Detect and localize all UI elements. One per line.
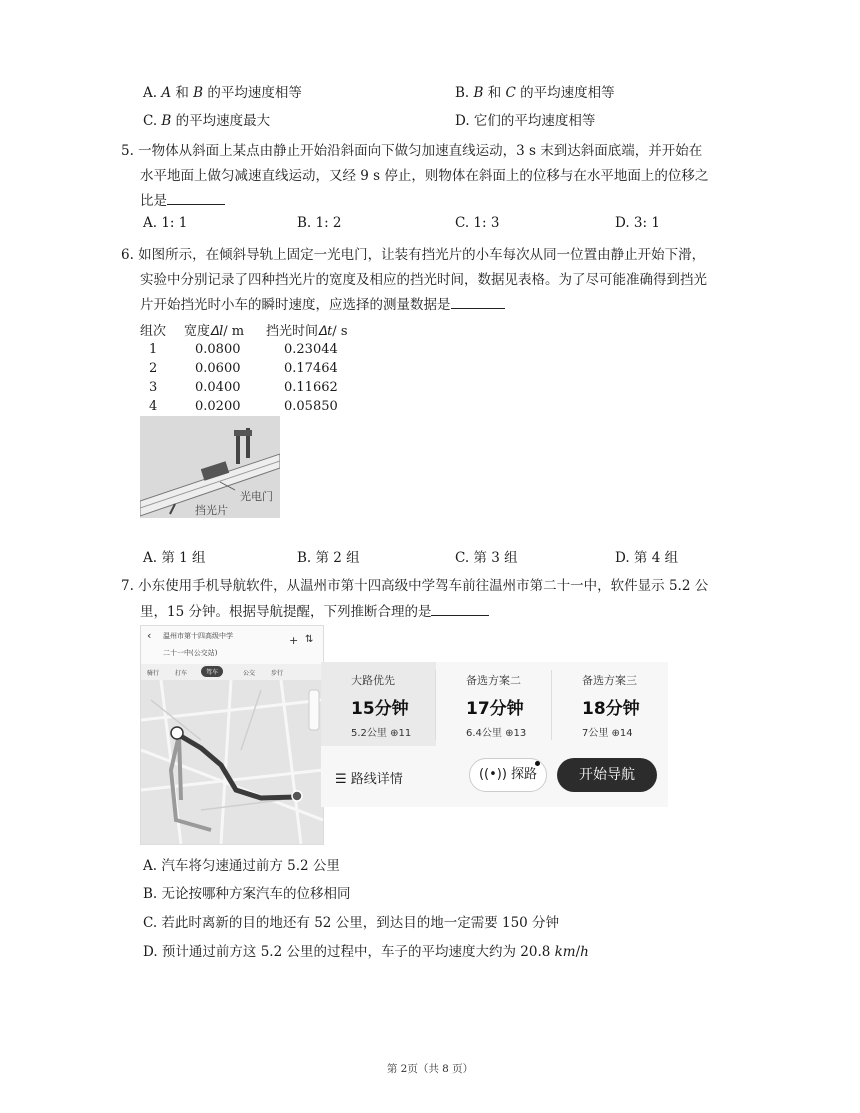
q6-line3: 片开始挡光时小车的瞬时速度，应选择的测量数据是 [140, 293, 505, 313]
q5-line3: 比是 [140, 189, 225, 209]
table-header: 组次 [140, 324, 167, 339]
back-icon[interactable]: ‹ [147, 629, 152, 642]
q7-option-b: B. 无论按哪种方案汽车的位移相同 [143, 886, 351, 902]
route-details-button[interactable]: ☰ 路线详情 [335, 772, 403, 787]
table-header: 宽度𝛥𝑙/ m [184, 324, 245, 339]
table-header: 挡光时间𝛥𝑡/ s [266, 324, 348, 339]
route-option-1[interactable]: 大路优先 15分钟 5.2公里 ⊕11 [321, 662, 436, 746]
notification-dot [535, 761, 540, 766]
table-row: 4 0.0200 0.05850 [149, 398, 338, 414]
table-row: 3 0.0400 0.11662 [149, 379, 338, 395]
photo-label-gate: 光电门 [240, 490, 273, 503]
tab-cycling[interactable]: 骑行 [147, 670, 160, 677]
add-stop-icon[interactable]: + [289, 634, 299, 647]
signal-icon: ((•)) [478, 767, 507, 782]
q4-option-d: D. 它们的平均速度相等 [455, 113, 596, 129]
q6-option-a: A. 第 1 组 [143, 550, 206, 566]
q7-option-c: C. 若此时离新的目的地还有 52 公里，到达目的地一定需要 150 分钟 [143, 915, 560, 931]
tab-taxi[interactable]: 打车 [175, 670, 188, 677]
q5-line2: 水平地面上做匀减速直线运动，又经 9 s 停止，则物体在斜面上的位移与在水平地面上的位移之 [140, 168, 709, 184]
origin-field[interactable]: 温州市第十四高级中学 [163, 632, 233, 640]
page-footer: 第 2页（共 8 页） [386, 1063, 474, 1075]
tab-transit[interactable]: 公交 [243, 670, 256, 677]
photo-label-shutter: 挡光片 [195, 504, 228, 517]
start-navigation-button[interactable]: 开始导航 [557, 758, 657, 792]
tab-walking[interactable]: 步行 [271, 670, 284, 677]
route-input-panel [141, 626, 323, 664]
q5-option-d: D. 3: 1 [615, 215, 660, 231]
route-options-panel [321, 662, 668, 807]
q5-line1: 5. 一物体从斜面上某点由静止开始沿斜面向下做匀加速直线运动，3 s 末到达斜面底端，并开始在 [121, 143, 703, 159]
q7-option-a: A. 汽车将匀速通过前方 5.2 公里 [143, 858, 340, 874]
q4-option-c: C. 𝐵 的平均速度最大 [143, 113, 271, 129]
q6-line2: 实验中分别记录了四种挡光片的宽度及相应的挡光时间，数据见表格。为了尽可能准确得到挡光 [140, 272, 707, 288]
route-option-2[interactable]: 备选方案二 17分钟 6.4公里 ⊕13 [466, 674, 527, 739]
q6-data-table [140, 320, 348, 416]
q6-option-c: C. 第 3 组 [455, 550, 518, 566]
mode-tabs [141, 664, 323, 680]
photogate-photo [140, 416, 280, 518]
destination-field[interactable]: 二十一中(公交站) [163, 649, 218, 657]
q5-option-c: C. 1: 3 [455, 215, 500, 231]
q6-line1: 6. 如图所示，在倾斜导轨上固定一光电门，让装有挡光片的小车每次从同一位置由静止开始下滑， [121, 247, 706, 263]
origin-marker-icon [171, 727, 183, 739]
q7-line2: 里，15 分钟。根据导航提醒，下列推断合理的是 [140, 600, 489, 620]
track-illustration [140, 416, 280, 518]
route-option-3[interactable]: 备选方案三 18分钟 7公里 ⊕14 [582, 674, 640, 739]
navigation-map-screenshot [140, 625, 324, 845]
q7-line1: 7. 小东使用手机导航软件，从温州市第十四高级中学驾车前往温州市第二十一中，软件显示 5.2 公 [121, 578, 709, 594]
q5-option-a: A. 1: 1 [143, 215, 188, 231]
destination-marker-icon [292, 791, 302, 801]
q7-option-d: D. 预计通过前方这 5.2 公里的过程中，车子的平均速度大约为 20.8 𝑘𝑚/ℎ [143, 944, 589, 960]
q6-option-d: D. 第 4 组 [615, 550, 679, 566]
q6-option-b: B. 第 2 组 [297, 550, 360, 566]
q5-option-b: B. 1: 2 [297, 215, 342, 231]
table-row: 1 0.0800 0.23044 [149, 341, 338, 357]
explore-button[interactable]: ((•)) 探路 [469, 758, 547, 792]
list-icon: ☰ [335, 772, 347, 787]
q4-option-a: A. 𝐴 和 𝐵 的平均速度相等 [143, 85, 302, 101]
tab-driving[interactable]: 驾车 [201, 666, 223, 677]
swap-icon[interactable]: ⇅ [305, 634, 314, 645]
table-row: 2 0.0600 0.17464 [149, 360, 338, 376]
q4-option-b: B. 𝐵 和 𝐶 的平均速度相等 [455, 85, 615, 101]
map-canvas[interactable] [141, 680, 323, 844]
